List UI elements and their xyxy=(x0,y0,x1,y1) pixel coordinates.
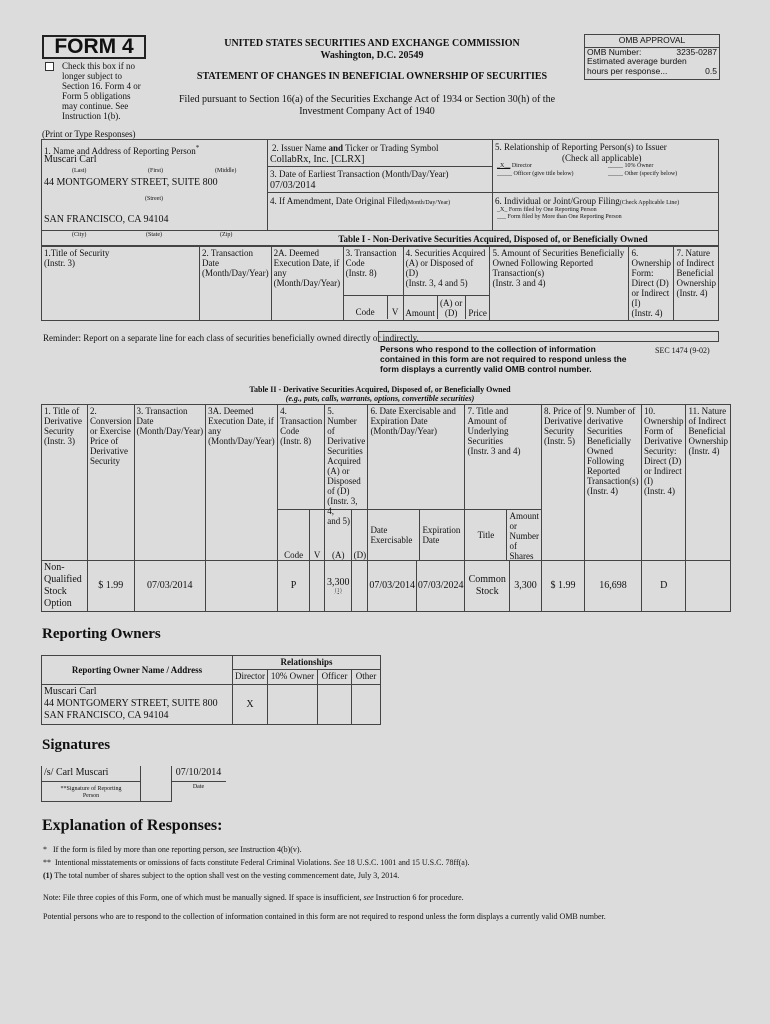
file-copies-note: Note: File three copies of this Form, one of which must be manually signed. If space is insufficient, see Instruction 6 for procedure. xyxy=(43,893,464,902)
filed-pursuant-line2: Investment Company Act of 1940 xyxy=(299,106,435,117)
t2-col-conversion: 2. Conversion or Exercise Price of Derivative Security xyxy=(88,405,135,561)
t1-col-code: 3. Transaction Code (Instr. 8) Code V xyxy=(343,247,403,321)
t1-col-nature: 7. Nature of Indirect Beneficial Ownership (Instr. 4) xyxy=(674,247,719,321)
t1-col-date: 2. Transaction Date (Month/Day/Year) xyxy=(200,247,272,321)
checkbox-instructions xyxy=(62,61,152,121)
t2-row-conversion: $ 1.99 xyxy=(88,561,135,612)
owners-col-director: Director xyxy=(233,670,268,685)
form-title-box xyxy=(42,35,146,59)
relationship-label: 5. Relationship of Reporting Person(s) to Issuer xyxy=(495,142,667,152)
filed-pursuant-line1: Filed pursuant to Section 16(a) of the Securities Exchange Act of 1934 or Section 30(h) of the xyxy=(178,94,556,105)
owners-col-ten-percent: 10% Owner xyxy=(267,670,317,685)
t2-col-number: 5. Number of Derivative Securities Acquired (A) or Disposed of (D) (Instr. 3, 4, and 5) (A) (D) xyxy=(325,405,368,561)
t2-col-underlying: 7. Title and Amount of Underlying Securities (Instr. 3 and 4) Title Amount or Number of Shares xyxy=(465,405,542,561)
persons-notice-line: Persons who respond to the collection of information xyxy=(380,344,596,354)
t2-col-code: 4. Transaction Code (Instr. 8) Code V xyxy=(278,405,325,561)
t1-col-ownership-form: 6. Ownership Form: Direct (D) or Indirect (I) (Instr. 4) xyxy=(629,247,674,321)
checkbox-text-line: longer subject to xyxy=(62,71,122,81)
t2-sub-amount: Amount or Number of Shares xyxy=(509,511,539,561)
reporting-person-name: Muscari Carl xyxy=(44,154,97,165)
t1-col-amount-owned: 5. Amount of Securities Beneficially Owned Following Reported Transaction(s) (Instr. 3 and 4) xyxy=(490,247,629,321)
t2-col-title: 1. Title of Derivative Security (Instr. 3) xyxy=(42,405,88,561)
agency-name: UNITED STATES SECURITIES AND EXCHANGE COMMISSION xyxy=(224,38,520,49)
t1-col-title: 1.Title of Security (Instr. 3) xyxy=(42,247,200,321)
owners-col-officer: Officer xyxy=(317,670,351,685)
signatures-heading: Signatures xyxy=(42,737,111,753)
zip-caption: (Zip) xyxy=(220,232,233,238)
no-longer-subject-checkbox[interactable] xyxy=(45,62,54,71)
explanation-heading: Explanation of Responses: xyxy=(42,817,223,834)
reminder-text: Reminder: Report on a separate line for each class of securities beneficially owned directly or indirectly. xyxy=(43,333,419,343)
relationship-check-all: (Check all applicable) xyxy=(562,153,642,163)
owners-col-other: Other xyxy=(351,670,380,685)
rel-director: _X__ Director xyxy=(497,163,532,169)
persons-notice xyxy=(380,344,660,374)
first-name-caption: (First) xyxy=(148,168,163,174)
middle-name-caption: (Middle) xyxy=(215,168,237,174)
rel-officer: _____ Officer (give title below) xyxy=(497,171,574,177)
rel-ten-percent: _____ 10% Owner xyxy=(608,163,654,169)
checkbox-text-line: Check this box if no xyxy=(62,61,135,71)
last-name-caption: (Last) xyxy=(72,168,87,174)
reminder-box xyxy=(378,331,719,342)
table2-title: Table II - Derivative Securities Acquired, Disposed of, or Beneficially Owned xyxy=(249,385,511,394)
table2-derivative xyxy=(41,404,731,612)
checkbox-text-line: Instruction 1(b). xyxy=(62,111,121,121)
omb-title: OMB APPROVAL xyxy=(585,35,719,48)
explanation-item-3: (1) The total number of shares subject to the option shall vest on the vesting commencement date, July 3, 2014. xyxy=(43,871,400,880)
explanation-item-2: ** Intentional misstatements or omissions of facts constitute Federal Criminal Violations. See 18 U.S.C. 1001 and 15 U.S.C. 78ff(a). xyxy=(43,858,470,867)
checkbox-text-line: Form 5 obligations xyxy=(62,91,131,101)
reporting-owners-heading: Reporting Owners xyxy=(42,626,161,642)
t2-sub-code: Code xyxy=(278,510,310,560)
t2-sub-title: Title xyxy=(465,510,507,560)
owners-col-relationships: Relationships xyxy=(233,656,381,670)
t2-col-price: 8. Price of Derivative Security (Instr. 5) xyxy=(541,405,584,561)
omb-number: 3235-0287 xyxy=(676,46,717,57)
t2-row-underlying-amount: 3,300 xyxy=(509,561,541,612)
signature-caption: **Signature of Reporting Person xyxy=(60,786,122,799)
city-caption: (City) xyxy=(72,232,87,238)
table-row xyxy=(42,561,731,612)
t2-sub-v: V xyxy=(313,550,321,560)
amendment-label: 4. If Amendment, Date Original Filed(Month/Day/Year) xyxy=(270,196,451,206)
reporting-name-label: 1. Name and Address of Reporting Person* xyxy=(44,144,200,156)
t2-row-nature xyxy=(686,561,731,612)
t2-row-underlying-title: Common Stock xyxy=(465,561,510,612)
filing-option-one: _X_ Form filed by One Reporting Person xyxy=(497,207,597,213)
t2-row-date: 07/03/2014 xyxy=(134,561,206,612)
t2-row-expiration: 07/03/2024 xyxy=(416,561,465,612)
t1-col-acquired: 4. Securities Acquired (A) or Disposed of (D) (Instr. 3, 4 and 5) Amount (A) or (D) Price xyxy=(403,247,490,321)
t2-row-title: Non- Qualified Stock Option xyxy=(42,561,88,612)
owner-name: Muscari Carl xyxy=(44,686,97,697)
persons-notice-line: contained in this form are not required to respond unless the xyxy=(380,354,627,364)
omb-hours-label: hours per response... xyxy=(587,65,668,76)
reporting-city: SAN FRANCISCO, CA 94104 xyxy=(44,214,169,225)
omb-burden-label: Estimated average burden xyxy=(587,56,687,66)
t1-sub-v: V xyxy=(391,307,399,317)
t2-sub-expiration: Expiration Date xyxy=(422,525,461,545)
state-caption: (State) xyxy=(146,232,162,238)
t2-row-a: 3,300 xyxy=(327,576,350,588)
issuer-name: CollabRx, Inc. [CLRX] xyxy=(270,154,365,165)
t1-sub-code: Code xyxy=(344,295,388,319)
issuer-label: 2. Issuer Name and Ticker or Trading Symbol xyxy=(272,143,439,153)
t2-col-deemed: 3A. Deemed Execution Date, if any (Month/Day/Year) xyxy=(206,405,278,561)
earliest-date: 07/03/2014 xyxy=(270,180,316,191)
t2-sub-d: (D) xyxy=(353,550,367,560)
t1-col-deemed: 2A. Deemed Execution Date, if any (Month/Day/Year) xyxy=(271,247,343,321)
agency-location: Washington, D.C. 20549 xyxy=(320,50,424,61)
reporting-street: 44 MONTGOMERY STREET, SUITE 800 xyxy=(44,177,218,188)
t2-col-exercisable: 6. Date Exercisable and Expiration Date (Month/Day/Year) Date Exercisable Expiration Date xyxy=(368,405,465,561)
potential-persons-note: Potential persons who are to respond to the collection of information contained in this form are not required to respond unless the form displays a currently valid OMB number. xyxy=(43,912,606,921)
t2-sub-a: (A) xyxy=(325,510,352,560)
omb-approval-box xyxy=(584,34,720,80)
filing-option-multiple: ___ Form filed by More than One Reporting Person xyxy=(497,214,622,220)
t2-col-ownership-form: 10. Ownership Form of Derivative Security: Direct (D) or Indirect (I) (Instr. 4) xyxy=(641,405,686,561)
explanation-item-1: * If the form is filed by more than one reporting person, see Instruction 4(b)(v). xyxy=(43,845,302,854)
t2-row-acquired xyxy=(325,561,352,612)
table1-non-derivative xyxy=(41,246,719,321)
t2-sub-exercisable: Date Exercisable xyxy=(368,510,420,560)
omb-hours-row xyxy=(585,67,719,77)
table1-title: Table I - Non-Derivative Securities Acquired, Disposed of, or Beneficially Owned xyxy=(338,234,648,244)
reporting-owners-table xyxy=(41,655,381,725)
checkbox-text-line: Section 16. Form 4 or xyxy=(62,81,141,91)
signature-date-caption: Date xyxy=(192,784,205,790)
owners-col-name: Reporting Owner Name / Address xyxy=(42,656,233,685)
t2-row-code: P xyxy=(278,561,310,612)
t2-col-nature: 11. Nature of Indirect Beneficial Ownership (Instr. 4) xyxy=(686,405,731,561)
t2-row-d xyxy=(352,561,368,612)
rel-other: _____ Other (specify below) xyxy=(608,171,678,177)
statement-title: STATEMENT OF CHANGES IN BENEFICIAL OWNERSHIP OF SECURITIES xyxy=(196,71,548,82)
checkbox-text-line: may continue. See xyxy=(62,101,129,111)
persons-notice-line: form displays a currently valid OMB control number. xyxy=(380,364,592,374)
t2-col-date: 3. Transaction Date (Month/Day/Year) xyxy=(134,405,206,561)
t2-row-ownership-form: D xyxy=(641,561,686,612)
t2-col-owned: 9. Number of derivative Securities Beneficially Owned Following Reported Transaction(s) (Instr. 4) xyxy=(584,405,641,561)
t1-sub-amount: Amount xyxy=(404,296,438,319)
earliest-date-label: 3. Date of Earliest Transaction (Month/Day/Year) xyxy=(270,169,449,179)
owner-street: 44 MONTGOMERY STREET, SUITE 800 xyxy=(44,698,218,709)
signature-date: 07/10/2014 xyxy=(171,766,226,782)
print-type-note: (Print or Type Responses) xyxy=(42,129,136,139)
t2-row-owned: 16,698 xyxy=(584,561,641,612)
signature-value: /s/ Carl Muscari xyxy=(41,766,141,782)
omb-number-label: OMB Number: xyxy=(587,46,642,57)
form-title: FORM 4 xyxy=(54,35,134,58)
t2-row-price: $ 1.99 xyxy=(541,561,584,612)
street-caption: (Street) xyxy=(145,196,163,202)
t1-sub-price: Price xyxy=(468,308,487,318)
t2-row-exercisable: 07/03/2014 xyxy=(368,561,417,612)
omb-hours-value: 0.5 xyxy=(705,65,717,76)
t2-row-a-note: (1) xyxy=(334,587,342,594)
owner-city: SAN FRANCISCO, CA 94104 xyxy=(44,710,169,721)
t2-row-deemed xyxy=(206,561,278,612)
filing-label: 6. Individual or Joint/Group Filing(Check Applicable Line) xyxy=(495,196,680,206)
sec-number: SEC 1474 (9-02) xyxy=(655,346,710,355)
t1-sub-aord: (A) or (D) xyxy=(438,296,466,319)
table-row xyxy=(42,685,381,725)
table2-subtitle: (e.g., puts, calls, warrants, options, convertible securities) xyxy=(285,394,475,403)
owner-name-address xyxy=(42,685,233,725)
t2-row-v xyxy=(310,561,325,612)
owner-director-mark: X xyxy=(233,685,268,725)
